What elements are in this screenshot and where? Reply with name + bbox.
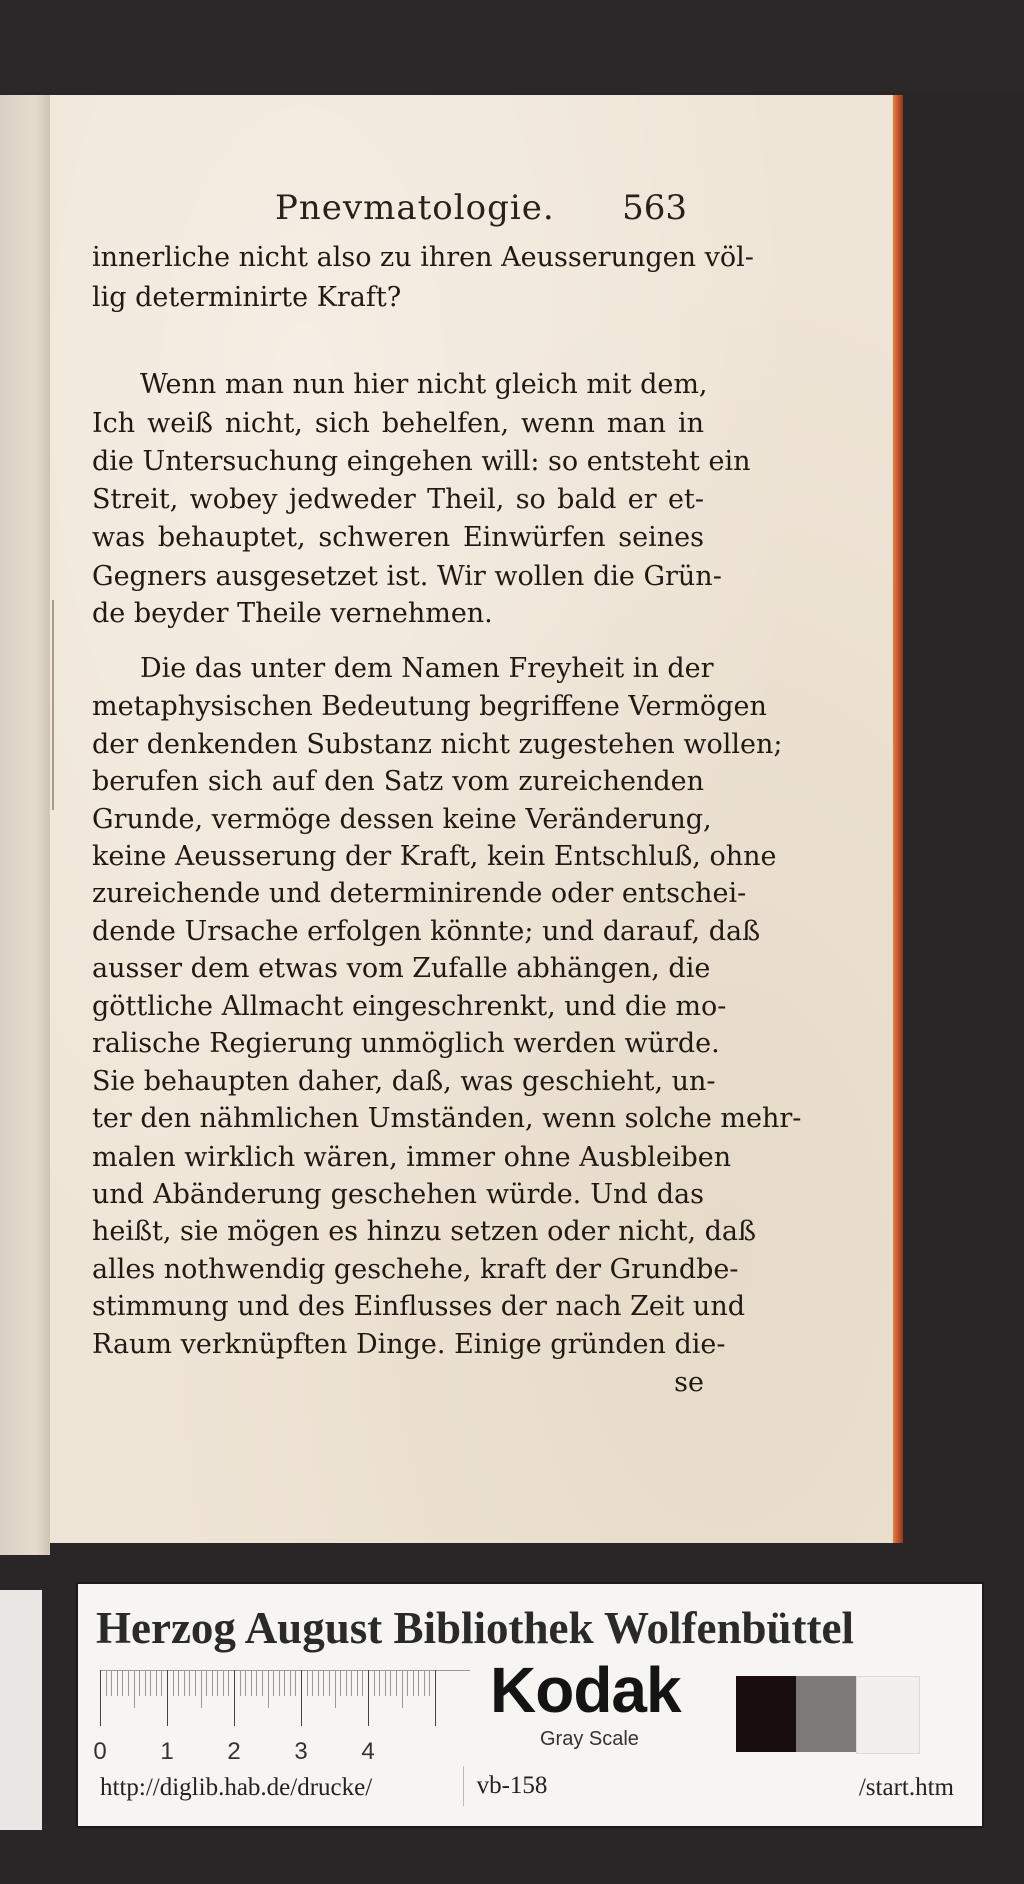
text-line: malen wirklich wären, immer ohne Ausbleiben [92,1142,732,1173]
ruler-minor-tick [256,1670,257,1696]
ruler-minor-tick [307,1670,308,1696]
ruler-minor-tick [413,1670,414,1696]
page-header [275,188,695,234]
ruler-number: 4 [361,1738,375,1765]
ruler-minor-tick [184,1670,185,1696]
ruler-minor-tick [424,1670,425,1696]
page-red-edge [893,95,903,1543]
library-title: Herzog August Bibliothek Wolfenbüttel [96,1603,854,1653]
ruler-minor-tick [212,1670,213,1696]
ruler-minor-tick [295,1670,296,1696]
ruler-minor-tick [206,1670,207,1696]
text-line: Gegners ausgesetzet ist. Wir wollen die Grün- [92,561,722,592]
text-line: ralische Regierung unmöglich werden würde. [92,1028,720,1059]
ruler-minor-tick [374,1670,375,1696]
ruler-number: 2 [227,1738,241,1765]
dark-backdrop [0,0,1024,92]
ruler-minor-tick [111,1670,112,1696]
ruler-minor-tick [396,1670,397,1696]
kodak-logo: Kodak [490,1654,681,1726]
text-line: stimmung und des Einflusses der nach Zeit und [92,1291,745,1322]
gray-scale-label: Gray Scale [540,1728,639,1750]
ruler-minor-tick [150,1670,151,1696]
facing-card-edge [0,1590,42,1830]
text-line: und Abänderung geschehen würde. Und das [92,1179,704,1210]
ruler-minor-tick [335,1670,336,1708]
text-line: alles nothwendig geschehe, kraft der Grundbe- [92,1254,739,1285]
text-line: keine Aeusserung der Kraft, kein Entschluß, ohne [92,841,777,872]
ruler-minor-tick [223,1670,224,1696]
margin-pencil-line [52,600,54,810]
text-line: göttliche Allmacht eingeschrenkt, und die mo- [92,991,727,1022]
ruler-minor-tick [139,1670,140,1696]
ruler-minor-tick [340,1670,341,1696]
text-line: dende Ursache erfolgen könnte; und darauf, daß [92,916,761,947]
ruler-major-tick [234,1670,235,1726]
ruler-minor-tick [262,1670,263,1696]
ruler-minor-tick [145,1670,146,1696]
ruler-minor-tick [284,1670,285,1696]
ruler-minor-tick [402,1670,403,1708]
ruler-minor-tick [418,1670,419,1696]
text-line: berufen sich auf den Satz vom zureichenden [92,766,704,797]
ruler-major-tick [368,1670,369,1726]
ruler-minor-tick [251,1670,252,1696]
text-line: ausser dem etwas vom Zufalle abhängen, die [92,953,711,984]
ruler-minor-tick [268,1670,269,1708]
ruler-minor-tick [122,1670,123,1696]
scale-ruler [93,1670,470,1765]
ruler-number: 1 [160,1738,174,1765]
text-line: die Untersuchung eingehen will: so entsteht ein [92,446,751,477]
text-line: der denkenden Substanz nicht zugestehen wollen; [92,729,783,760]
ruler-minor-tick [217,1670,218,1696]
ruler-minor-tick [178,1670,179,1696]
ruler-minor-tick [346,1670,347,1696]
ruler-minor-tick [245,1670,246,1696]
ruler-number: 0 [93,1738,107,1765]
text-line: Raum verknüpften Dinge. Einige gründen die- [92,1329,726,1360]
ruler-minor-tick [429,1670,430,1696]
text-line: lig determinirte Kraft? [92,282,402,313]
text-line: Ich weiß nicht, sich behelfen, wenn man in [92,408,704,439]
page-number: 563 [622,188,687,228]
text-line: ter den nähmlichen Umständen, wenn solche mehr- [92,1103,802,1134]
ruler-minor-tick [106,1670,107,1696]
text-line: Wenn man nun hier nicht gleich mit dem, [140,369,708,400]
ruler-minor-tick [134,1670,135,1708]
url-base: http://diglib.hab.de/drucke/ [100,1774,373,1801]
ruler-minor-tick [407,1670,408,1696]
ruler-minor-tick [117,1670,118,1696]
catchword: se [674,1367,704,1398]
ruler-minor-tick [329,1670,330,1696]
ruler-minor-tick [390,1670,391,1696]
ruler-minor-tick [240,1670,241,1696]
swatch-black [736,1676,798,1752]
ruler-minor-tick [362,1670,363,1696]
facing-page-edge [0,95,50,1555]
ruler-minor-tick [128,1670,129,1696]
ruler-minor-tick [385,1670,386,1696]
ruler-major-tick [301,1670,302,1726]
ruler-major-tick [167,1670,168,1726]
swatch-white [856,1676,920,1754]
ruler-minor-tick [156,1670,157,1696]
ruler-minor-tick [379,1670,380,1696]
text-line: Grunde, vermöge dessen keine Veränderung, [92,804,712,835]
text-line: heißt, sie mögen es hinzu setzen oder nicht, daß [92,1216,757,1247]
ruler-minor-tick [323,1670,324,1696]
ruler-minor-tick [195,1670,196,1696]
ruler-minor-tick [357,1670,358,1696]
text-line: Streit, wobey jedweder Theil, so bald er et- [92,484,704,515]
url-tail: /start.htm [858,1774,954,1801]
ruler-major-tick [435,1670,436,1726]
ruler-minor-tick [351,1670,352,1696]
text-line: Sie behaupten daher, daß, was geschieht, un- [92,1066,716,1097]
library-color-strip [78,1584,982,1826]
running-title: Pnevmatologie. [275,188,555,228]
text-line: metaphysischen Bedeutung begriffene Vermögen [92,691,767,722]
ruler-minor-tick [279,1670,280,1696]
text-line: de beyder Theile vernehmen. [92,598,493,629]
ruler-minor-tick [173,1670,174,1696]
ruler-number: 3 [294,1738,308,1765]
text-line: was behauptet, schweren Einwürfen seines [92,522,704,553]
ruler-minor-tick [273,1670,274,1696]
ruler-major-tick [100,1670,101,1726]
text-line: innerliche nicht also zu ihren Aeusserungen völ- [92,242,754,273]
ruler-minor-tick [228,1670,229,1696]
text-line: zureichende und determinirende oder entschei- [92,878,747,909]
ruler-minor-tick [201,1670,202,1708]
ruler-minor-tick [318,1670,319,1696]
ruler-minor-tick [312,1670,313,1696]
ruler-minor-tick [290,1670,291,1696]
ruler-minor-tick [161,1670,162,1696]
ruler-minor-tick [189,1670,190,1696]
swatch-gray [796,1676,858,1752]
shelfmark: vb-158 [463,1766,560,1806]
text-line: Die das unter dem Namen Freyheit in der [140,653,714,684]
